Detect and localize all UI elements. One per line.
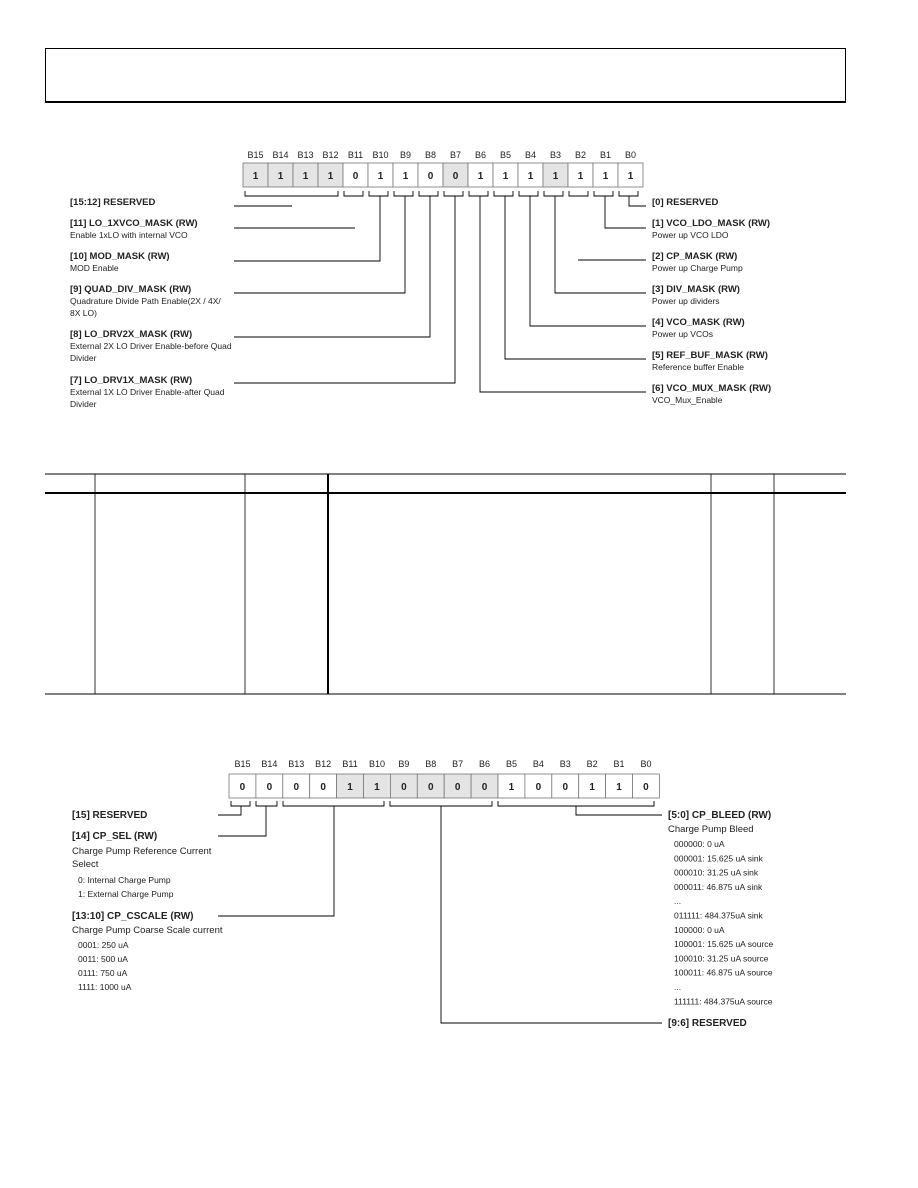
r1-bit-header: B3 <box>549 150 562 160</box>
r1-bit-value: 1 <box>252 171 259 182</box>
r2-bit-value: 0 <box>320 782 326 793</box>
r2-bit-value: 0 <box>401 782 407 793</box>
r2-field-5-0-enc-item: 100010: 31.25 uA source <box>674 953 769 964</box>
r1-field-9-label: [9] QUAD_DIV_MASK (RW) <box>70 284 192 295</box>
r2-bit-header: B14 <box>261 759 278 769</box>
r1-bit-value: 1 <box>327 171 334 182</box>
r2-bit-value: 0 <box>239 782 246 793</box>
r1-bit-value: 1 <box>527 171 534 182</box>
r1-field-4-label: [4] VCO_MASK (RW) <box>652 317 745 328</box>
r2-field-5-0-encodings <box>674 839 774 1006</box>
r1-field-3-label: [3] DIV_MASK (RW) <box>652 284 740 295</box>
r2-field-14-desc-2: Select <box>72 859 99 870</box>
r2-field-5-0-enc-item: 000001: 15.625 uA sink <box>674 853 763 864</box>
r1-bit-header: B13 <box>297 150 314 160</box>
r2-bit-value: 0 <box>293 782 300 793</box>
r2-bit-header: B11 <box>342 759 358 769</box>
r1-field-10-desc: MOD Enable <box>70 263 119 273</box>
r1-field-2-label: [2] CP_MASK (RW) <box>652 251 738 262</box>
r2-bit-header: B12 <box>315 759 332 769</box>
r2-bit-value: 0 <box>562 782 569 793</box>
r1-bit-header: B2 <box>574 150 587 160</box>
r2-bit-header: B5 <box>505 759 517 769</box>
r2-field-15-label: [15] RESERVED <box>72 810 148 821</box>
register1-leader-lines <box>234 191 646 392</box>
r2-bit-value: 0 <box>454 782 461 793</box>
r2-bit-header: B3 <box>559 759 571 769</box>
r1-bit-value: 1 <box>627 171 634 182</box>
r1-bit-header: B10 <box>372 150 389 160</box>
r2-bit-value: 1 <box>589 782 595 793</box>
r2-field-5-0-enc-item: ... <box>674 896 682 907</box>
r1-bit-value: 1 <box>277 171 284 182</box>
r1-bit-header: B5 <box>499 150 512 160</box>
r2-field-5-0-enc-item: 100011: 46.875 uA source <box>674 967 773 978</box>
r1-field-6-label: [6] VCO_MUX_MASK (RW) <box>652 383 772 394</box>
r2-field-5-0-enc-item: 000000: 0 uA <box>674 839 725 849</box>
r2-field-9-6-label: [9:6] RESERVED <box>668 1018 747 1029</box>
r1-bit-value: 1 <box>302 171 309 182</box>
r1-bit-header: B9 <box>399 150 412 160</box>
r1-bit-header: B4 <box>524 150 537 160</box>
r1-field-8-desc-1: External 2X LO Driver Enable-before Quad <box>70 341 232 351</box>
r2-bit-header: B8 <box>425 759 437 769</box>
r2-bit-value: 0 <box>535 782 542 793</box>
r1-field-5-desc: Reference buffer Enable <box>652 362 744 372</box>
r1-bit-header: B14 <box>272 150 289 160</box>
r1-field-7-desc-1: External 1X LO Driver Enable-after Quad <box>70 387 225 397</box>
r2-bit-header: B10 <box>368 759 385 769</box>
r2-field-5-0-enc-item: 000010: 31.25 uA sink <box>674 867 759 878</box>
r2-bit-header: B1 <box>613 759 625 769</box>
r2-bit-value: 0 <box>643 782 649 793</box>
r2-bit-value: 1 <box>347 782 353 793</box>
r1-field-2-desc: Power up Charge Pump <box>652 263 743 273</box>
r1-bit-value: 1 <box>502 171 509 182</box>
r1-bit-header: B0 <box>624 150 637 160</box>
r2-field-13-10-label: [13:10] CP_CSCALE (RW) <box>72 911 194 922</box>
r1-field-3-desc: Power up dividers <box>652 296 720 306</box>
r2-bit-header: B7 <box>452 759 464 769</box>
r2-bit-header: B2 <box>586 759 598 769</box>
r2-field-5-0-enc-item: 100000: 0 uA <box>674 924 725 935</box>
r2-bit-header: B0 <box>640 759 652 769</box>
r2-bit-value: 1 <box>374 782 380 793</box>
r2-field-14-enc-1: 1: External Charge Pump <box>78 889 174 899</box>
r2-field-5-0-label: [5:0] CP_BLEED (RW) <box>668 810 772 821</box>
r1-bit-value: 1 <box>477 171 484 182</box>
r1-bit-header: B11 <box>347 150 364 160</box>
r2-bit-header: B13 <box>288 759 305 769</box>
r1-field-6-desc: VCO_Mux_Enable <box>652 395 723 405</box>
r2-field-13-10-enc-1: 0011: 500 uA <box>78 954 128 964</box>
register2 <box>72 759 774 1029</box>
r2-field-5-0-enc-item: 011111: 484.375uA sink <box>674 910 763 921</box>
r1-field-11-desc: Enable 1xLO with internal VCO <box>70 230 188 240</box>
r2-bit-value: 0 <box>266 782 273 793</box>
r1-field-8-desc-2: Divider <box>70 353 97 363</box>
r1-bit-header: B7 <box>449 150 462 160</box>
r1-bit-value: 1 <box>552 171 559 182</box>
r1-field-11-label: [11] LO_1XVCO_MASK (RW) <box>70 218 198 229</box>
r2-field-13-10-enc-2: 0111: 750 uA <box>78 968 128 978</box>
r1-field-0-label: [0] RESERVED <box>652 197 719 208</box>
r2-bit-header: B9 <box>398 759 410 769</box>
r2-field-14-desc-1: Charge Pump Reference Current <box>72 846 212 857</box>
r2-field-13-10-desc: Charge Pump Coarse Scale current <box>72 925 223 936</box>
r1-field-9-desc-2: 8X LO) <box>70 308 97 318</box>
r1-field-7-label: [7] LO_DRV1X_MASK (RW) <box>70 375 193 386</box>
r1-bit-header: B1 <box>599 150 612 160</box>
r1-field-15-12-label: [15:12] RESERVED <box>70 197 156 208</box>
r1-field-1-label: [1] VCO_LDO_MASK (RW) <box>652 218 771 229</box>
r2-field-14-label: [14] CP_SEL (RW) <box>72 831 158 842</box>
r1-field-1-desc: Power up VCO LDO <box>652 230 729 240</box>
r1-bit-header: B15 <box>247 150 264 160</box>
r1-bit-value: 0 <box>427 171 434 182</box>
r2-field-5-0-enc-item: 000011: 46.875 uA sink <box>674 881 763 892</box>
r2-bit-value: 1 <box>616 782 622 793</box>
register2-leader-lines <box>218 801 662 1023</box>
r1-field-9-desc-1: Quadrature Divide Path Enable(2X / 4X/ <box>70 296 221 306</box>
r1-field-7-desc-2: Divider <box>70 399 97 409</box>
r2-field-5-0-enc-item: 100001: 15.625 uA source <box>674 939 774 950</box>
r1-bit-header: B12 <box>322 150 339 160</box>
r2-field-13-10-enc-3: 1111: 1000 uA <box>78 982 132 992</box>
r1-bit-value: 1 <box>602 171 609 182</box>
r1-bit-value: 0 <box>352 171 359 182</box>
r2-field-5-0-enc-item: ... <box>674 982 682 992</box>
r1-field-10-label: [10] MOD_MASK (RW) <box>70 251 170 262</box>
r2-field-14-enc-0: 0: Internal Charge Pump <box>78 875 171 885</box>
r1-bit-value: 1 <box>577 171 584 182</box>
r1-bit-value: 1 <box>377 171 384 182</box>
r2-field-5-0-desc: Charge Pump Bleed <box>668 824 754 835</box>
r1-bit-value: 0 <box>452 171 459 182</box>
r2-bit-value: 1 <box>508 782 515 793</box>
r1-bit-value: 1 <box>402 171 409 182</box>
r2-field-13-10-enc-0: 0001: 250 uA <box>78 940 129 950</box>
r1-bit-header: B8 <box>424 150 437 160</box>
r2-bit-header: B6 <box>479 759 491 769</box>
register1 <box>70 150 771 409</box>
r2-bit-value: 0 <box>427 782 434 793</box>
r1-bit-header: B6 <box>474 150 487 160</box>
r1-field-4-desc: Power up VCOs <box>652 329 713 339</box>
r2-field-5-0-enc-item: 111111: 484.375uA source <box>674 996 773 1007</box>
r1-field-8-label: [8] LO_DRV2X_MASK (RW) <box>70 329 193 340</box>
r2-bit-header: B15 <box>234 759 251 769</box>
r1-field-5-label: [5] REF_BUF_MASK (RW) <box>652 350 768 361</box>
r2-bit-value: 0 <box>481 782 488 793</box>
register-table <box>45 474 846 694</box>
r2-bit-header: B4 <box>532 759 544 769</box>
